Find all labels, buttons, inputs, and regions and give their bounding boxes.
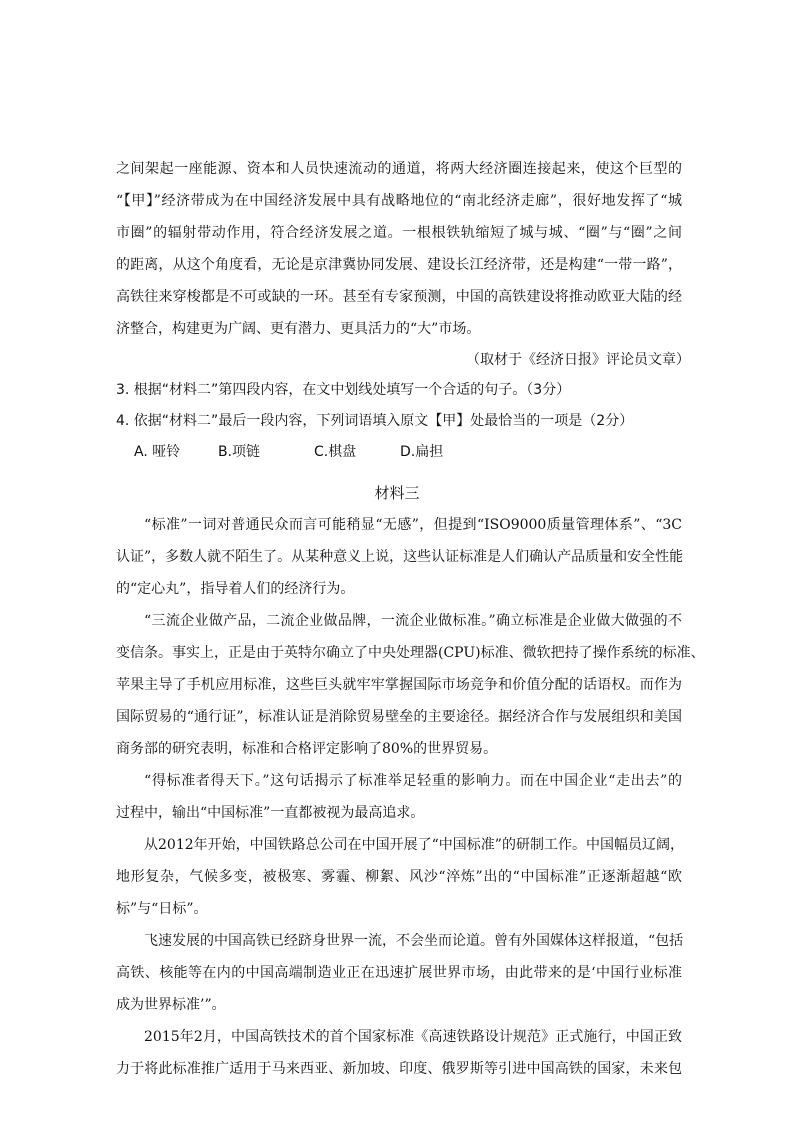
material3-line: “标准”一词对普通民众而言可能稍显“无感”，但提到“ISO9000质量管理体系”、“3C xyxy=(144,517,682,533)
material3-line: 苹果主导了手机应用标准，这些巨头就牢牢掌握国际市场竞争和价值分配的话语权。而作为 xyxy=(116,677,682,693)
material3-line: 2015年2月，中国高铁技术的首个国家标准《高速铁路设计规范》正式施行，中国正致 xyxy=(144,1029,682,1045)
question-3: 3. 根据“材料二”第四段内容，在文中划线处填写一个合适的句子。（3分） xyxy=(116,382,571,398)
material3-title: 材料三 xyxy=(374,484,420,502)
material3-line: 过程中，输出“中国标准”一直都被视为最高追求。 xyxy=(116,805,425,821)
material3-line: 成为世界标准’”。 xyxy=(116,997,226,1013)
material3-line: 飞速发展的中国高铁已经跻身世界一流，不会坐而论道。曾有外国媒体这样报道，“包括 xyxy=(144,933,684,949)
source-note: （取材于《经济日报》评论员文章） xyxy=(466,352,690,368)
material3-line: 地形复杂，气候多变，被极寒、雾霾、柳絮、风沙“淬炼”出的“中国标准”正逐渐超越“欧 xyxy=(116,869,682,885)
option-a: A. 哑铃 xyxy=(134,444,181,460)
material2-line: 济整合，构建更为广阔、更有潜力、更具活力的“大”市场。 xyxy=(116,321,481,337)
material3-line: 变信条。事实上，正是由于英特尔确立了中央处理器(CPU)标准、微软把持了操作系统的标准、 xyxy=(116,645,705,661)
material3-line: 标”与“日标”。 xyxy=(116,901,208,917)
material3-line: 认证”，多数人就不陌生了。从某种意义上说，这些认证标准是人们确认产品质量和安全性能 xyxy=(116,549,684,565)
material3-line: 从2012年开始，中国铁路总公司在中国开展了“中国标准”的研制工作。中国幅员辽阔， xyxy=(144,837,684,853)
material2-line: 高铁往来穿梭都是不可或缺的一环。甚至有专家预测，中国的高铁建设将推动欧亚大陆的经 xyxy=(116,289,682,305)
question-4: 4. 依据“材料二”最后一段内容，下列词语填入原文【甲】处最恰当的一项是（2分） xyxy=(116,413,634,429)
material3-line: 力于将此标准推广适用于马来西亚、新加坡、印度、俄罗斯等引进中国高铁的国家，未来包 xyxy=(116,1061,682,1077)
material2-line: 之间架起一座能源、资本和人员快速流动的通道，将两大经济圈连接起来，使这个巨型的 xyxy=(116,161,682,177)
material3-line: 国际贸易的“通行证”，标准认证是消除贸易壁垒的主要途径。据经济合作与发展组织和美国 xyxy=(116,709,682,725)
option-c: C.棋盘 xyxy=(314,444,357,460)
material2-line: 的距离，从这个角度看，无论是京津冀协同发展、建设长江经济带，还是构建“一带一路”， xyxy=(116,257,682,273)
material2-line: “【甲】”经济带成为在中国经济发展中具有战略地位的“南北经济走廊”，很好地发挥了“城 xyxy=(116,193,682,209)
material3-line: “得标准者得天下。”这句话揭示了标准举足轻重的影响力。而在中国企业“走出去”的 xyxy=(144,773,682,789)
material3-line: 商务部的研究表明，标准和合格评定影响了80%的世界贸易。 xyxy=(116,741,498,757)
material3-line: 的“定心丸”，指导着人们的经济行为。 xyxy=(116,581,355,597)
option-d: D.扁担 xyxy=(400,444,444,460)
material3-line: 高铁、核能等在内的中国高端制造业正在迅速扩展世界市场，由此带来的是‘中国行业标准 xyxy=(116,965,682,981)
material2-line: 市圈”的辐射带动作用，符合经济发展之道。一根根铁轨缩短了城与城、“圈”与“圈”之间 xyxy=(116,225,682,241)
material3-line: “三流企业做产品，二流企业做品牌，一流企业做标准。”确立标准是企业做大做强的不 xyxy=(144,613,682,629)
option-b: B.项链 xyxy=(218,444,261,460)
